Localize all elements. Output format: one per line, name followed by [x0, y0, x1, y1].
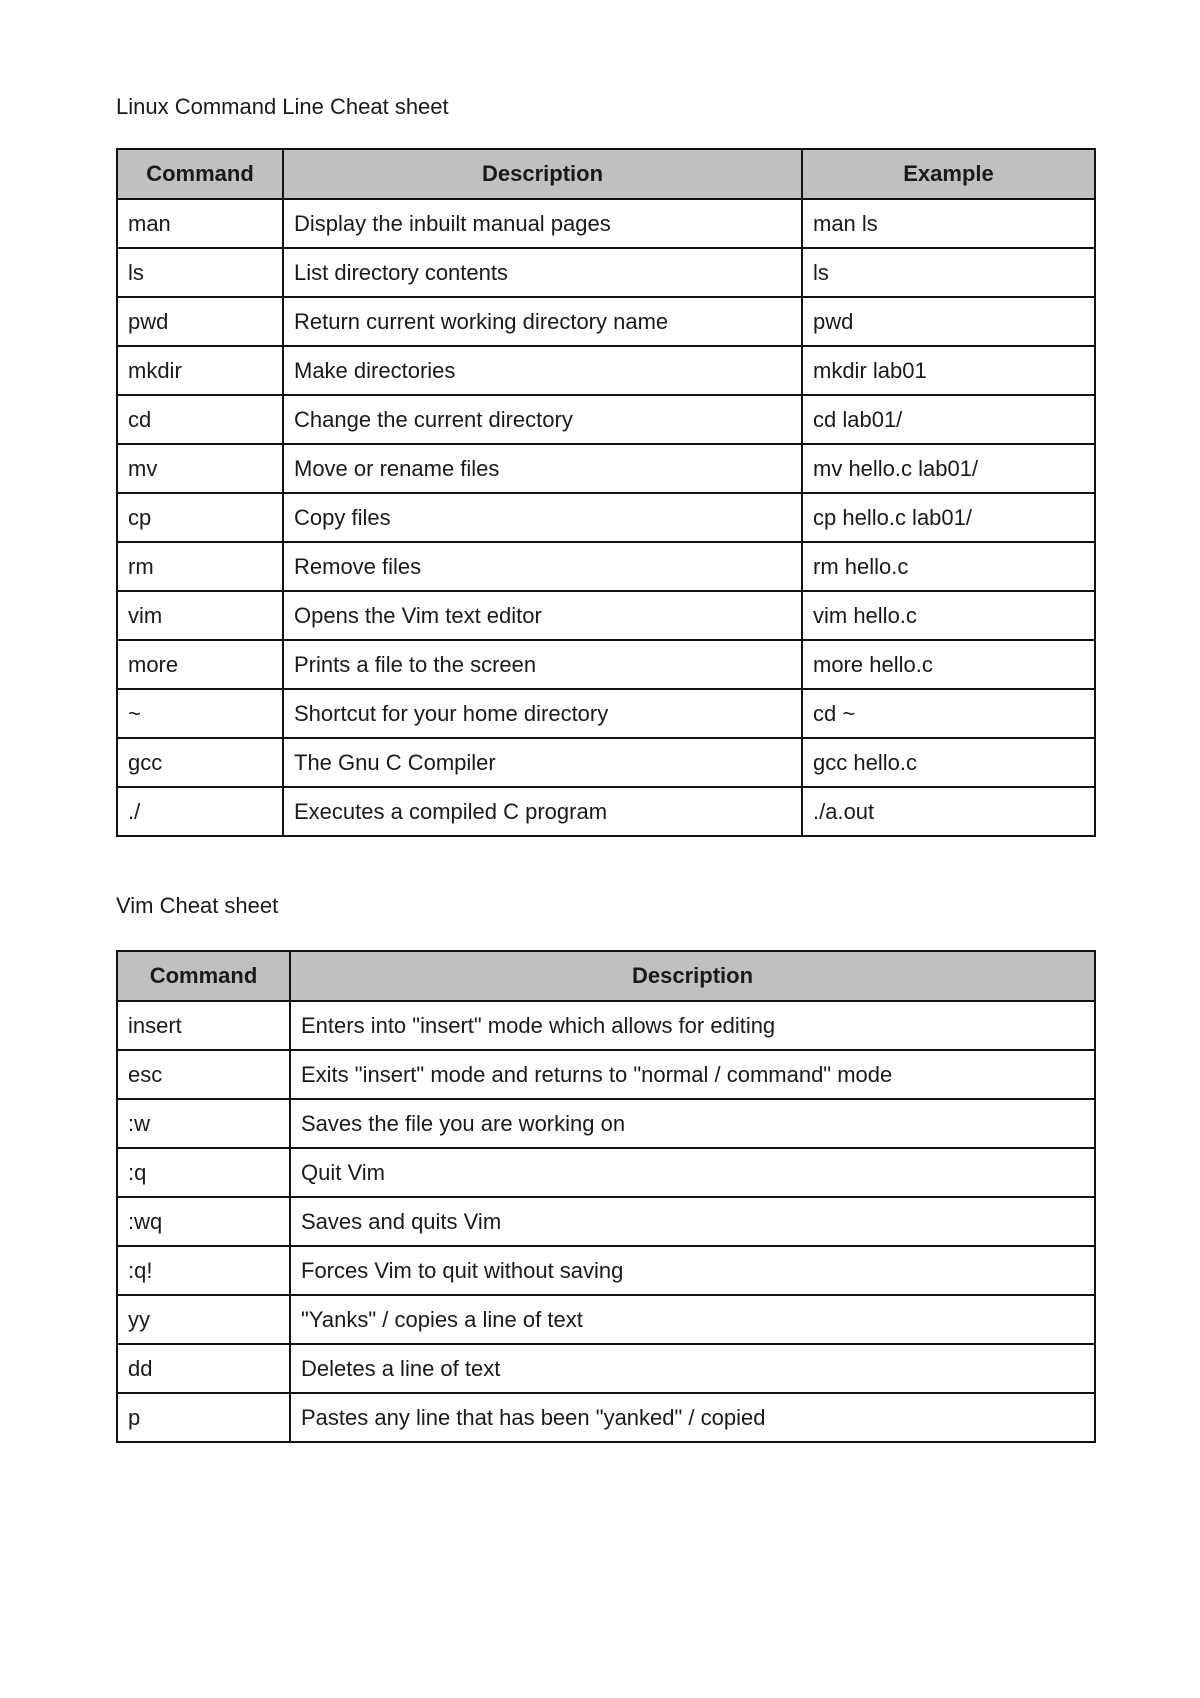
table-row	[117, 248, 1095, 297]
table-header-row	[117, 951, 1095, 1001]
command-cell: ./	[117, 787, 283, 836]
example-cell: man ls	[802, 199, 1095, 248]
command-cell: more	[117, 640, 283, 689]
example-cell: gcc hello.c	[802, 738, 1095, 787]
linux-section-title: Linux Command Line Cheat sheet	[116, 94, 449, 119]
table-row	[117, 1148, 1095, 1197]
command-cell: p	[117, 1393, 290, 1442]
table-row	[117, 1197, 1095, 1246]
command-cell: insert	[117, 1001, 290, 1050]
column-header-command: Command	[117, 149, 283, 199]
command-cell: rm	[117, 542, 283, 591]
example-cell: ./a.out	[802, 787, 1095, 836]
description-cell: Remove files	[283, 542, 802, 591]
table-row	[117, 542, 1095, 591]
command-cell: mv	[117, 444, 283, 493]
column-header-description: Description	[283, 149, 802, 199]
description-cell: Display the inbuilt manual pages	[283, 199, 802, 248]
column-header-example: Example	[802, 149, 1095, 199]
command-cell: :wq	[117, 1197, 290, 1246]
command-cell: ls	[117, 248, 283, 297]
description-cell: Prints a file to the screen	[283, 640, 802, 689]
table-row	[117, 395, 1095, 444]
table-row	[117, 738, 1095, 787]
description-cell: Saves and quits Vim	[290, 1197, 1095, 1246]
description-cell: Executes a compiled C program	[283, 787, 802, 836]
example-cell: cd ~	[802, 689, 1095, 738]
description-cell: Enters into "insert" mode which allows for editing	[290, 1001, 1095, 1050]
description-cell: Shortcut for your home directory	[283, 689, 802, 738]
description-cell: Saves the file you are working on	[290, 1099, 1095, 1148]
table-row	[117, 346, 1095, 395]
table-row	[117, 1050, 1095, 1099]
description-cell: Return current working directory name	[283, 297, 802, 346]
command-cell: gcc	[117, 738, 283, 787]
table-row	[117, 689, 1095, 738]
command-cell: :q!	[117, 1246, 290, 1295]
description-cell: Opens the Vim text editor	[283, 591, 802, 640]
description-cell: Move or rename files	[283, 444, 802, 493]
example-cell: vim hello.c	[802, 591, 1095, 640]
command-cell: cp	[117, 493, 283, 542]
example-cell: cp hello.c lab01/	[802, 493, 1095, 542]
column-header-command: Command	[117, 951, 290, 1001]
table-row	[117, 640, 1095, 689]
description-cell: Pastes any line that has been "yanked" / copied	[290, 1393, 1095, 1442]
description-cell: Quit Vim	[290, 1148, 1095, 1197]
table-row	[117, 1099, 1095, 1148]
table-row	[117, 199, 1095, 248]
example-cell: pwd	[802, 297, 1095, 346]
example-cell: mkdir lab01	[802, 346, 1095, 395]
command-cell: :q	[117, 1148, 290, 1197]
description-cell: Copy files	[283, 493, 802, 542]
table-header-row	[117, 149, 1095, 199]
column-header-description: Description	[290, 951, 1095, 1001]
table-row	[117, 1001, 1095, 1050]
table-row	[117, 297, 1095, 346]
description-cell: Change the current directory	[283, 395, 802, 444]
table-row	[117, 444, 1095, 493]
command-cell: cd	[117, 395, 283, 444]
description-cell: The Gnu C Compiler	[283, 738, 802, 787]
vim-section-title: Vim Cheat sheet	[116, 893, 279, 918]
description-cell: Exits "insert" mode and returns to "normal / command" mode	[290, 1050, 1095, 1099]
description-cell: List directory contents	[283, 248, 802, 297]
example-cell: cd lab01/	[802, 395, 1095, 444]
command-cell: yy	[117, 1295, 290, 1344]
table-row	[117, 787, 1095, 836]
example-cell: more hello.c	[802, 640, 1095, 689]
command-cell: pwd	[117, 297, 283, 346]
description-cell: Deletes a line of text	[290, 1344, 1095, 1393]
command-cell: mkdir	[117, 346, 283, 395]
table-row	[117, 1295, 1095, 1344]
command-cell: ~	[117, 689, 283, 738]
command-cell: :w	[117, 1099, 290, 1148]
command-cell: man	[117, 199, 283, 248]
table-row	[117, 1246, 1095, 1295]
linux-command-table	[116, 148, 1096, 837]
command-cell: esc	[117, 1050, 290, 1099]
command-cell: dd	[117, 1344, 290, 1393]
table-row	[117, 591, 1095, 640]
command-cell: vim	[117, 591, 283, 640]
example-cell: mv hello.c lab01/	[802, 444, 1095, 493]
description-cell: Make directories	[283, 346, 802, 395]
table-row	[117, 1393, 1095, 1442]
example-cell: rm hello.c	[802, 542, 1095, 591]
description-cell: Forces Vim to quit without saving	[290, 1246, 1095, 1295]
example-cell: ls	[802, 248, 1095, 297]
description-cell: "Yanks" / copies a line of text	[290, 1295, 1095, 1344]
vim-command-table	[116, 950, 1096, 1443]
table-row	[117, 1344, 1095, 1393]
table-row	[117, 493, 1095, 542]
